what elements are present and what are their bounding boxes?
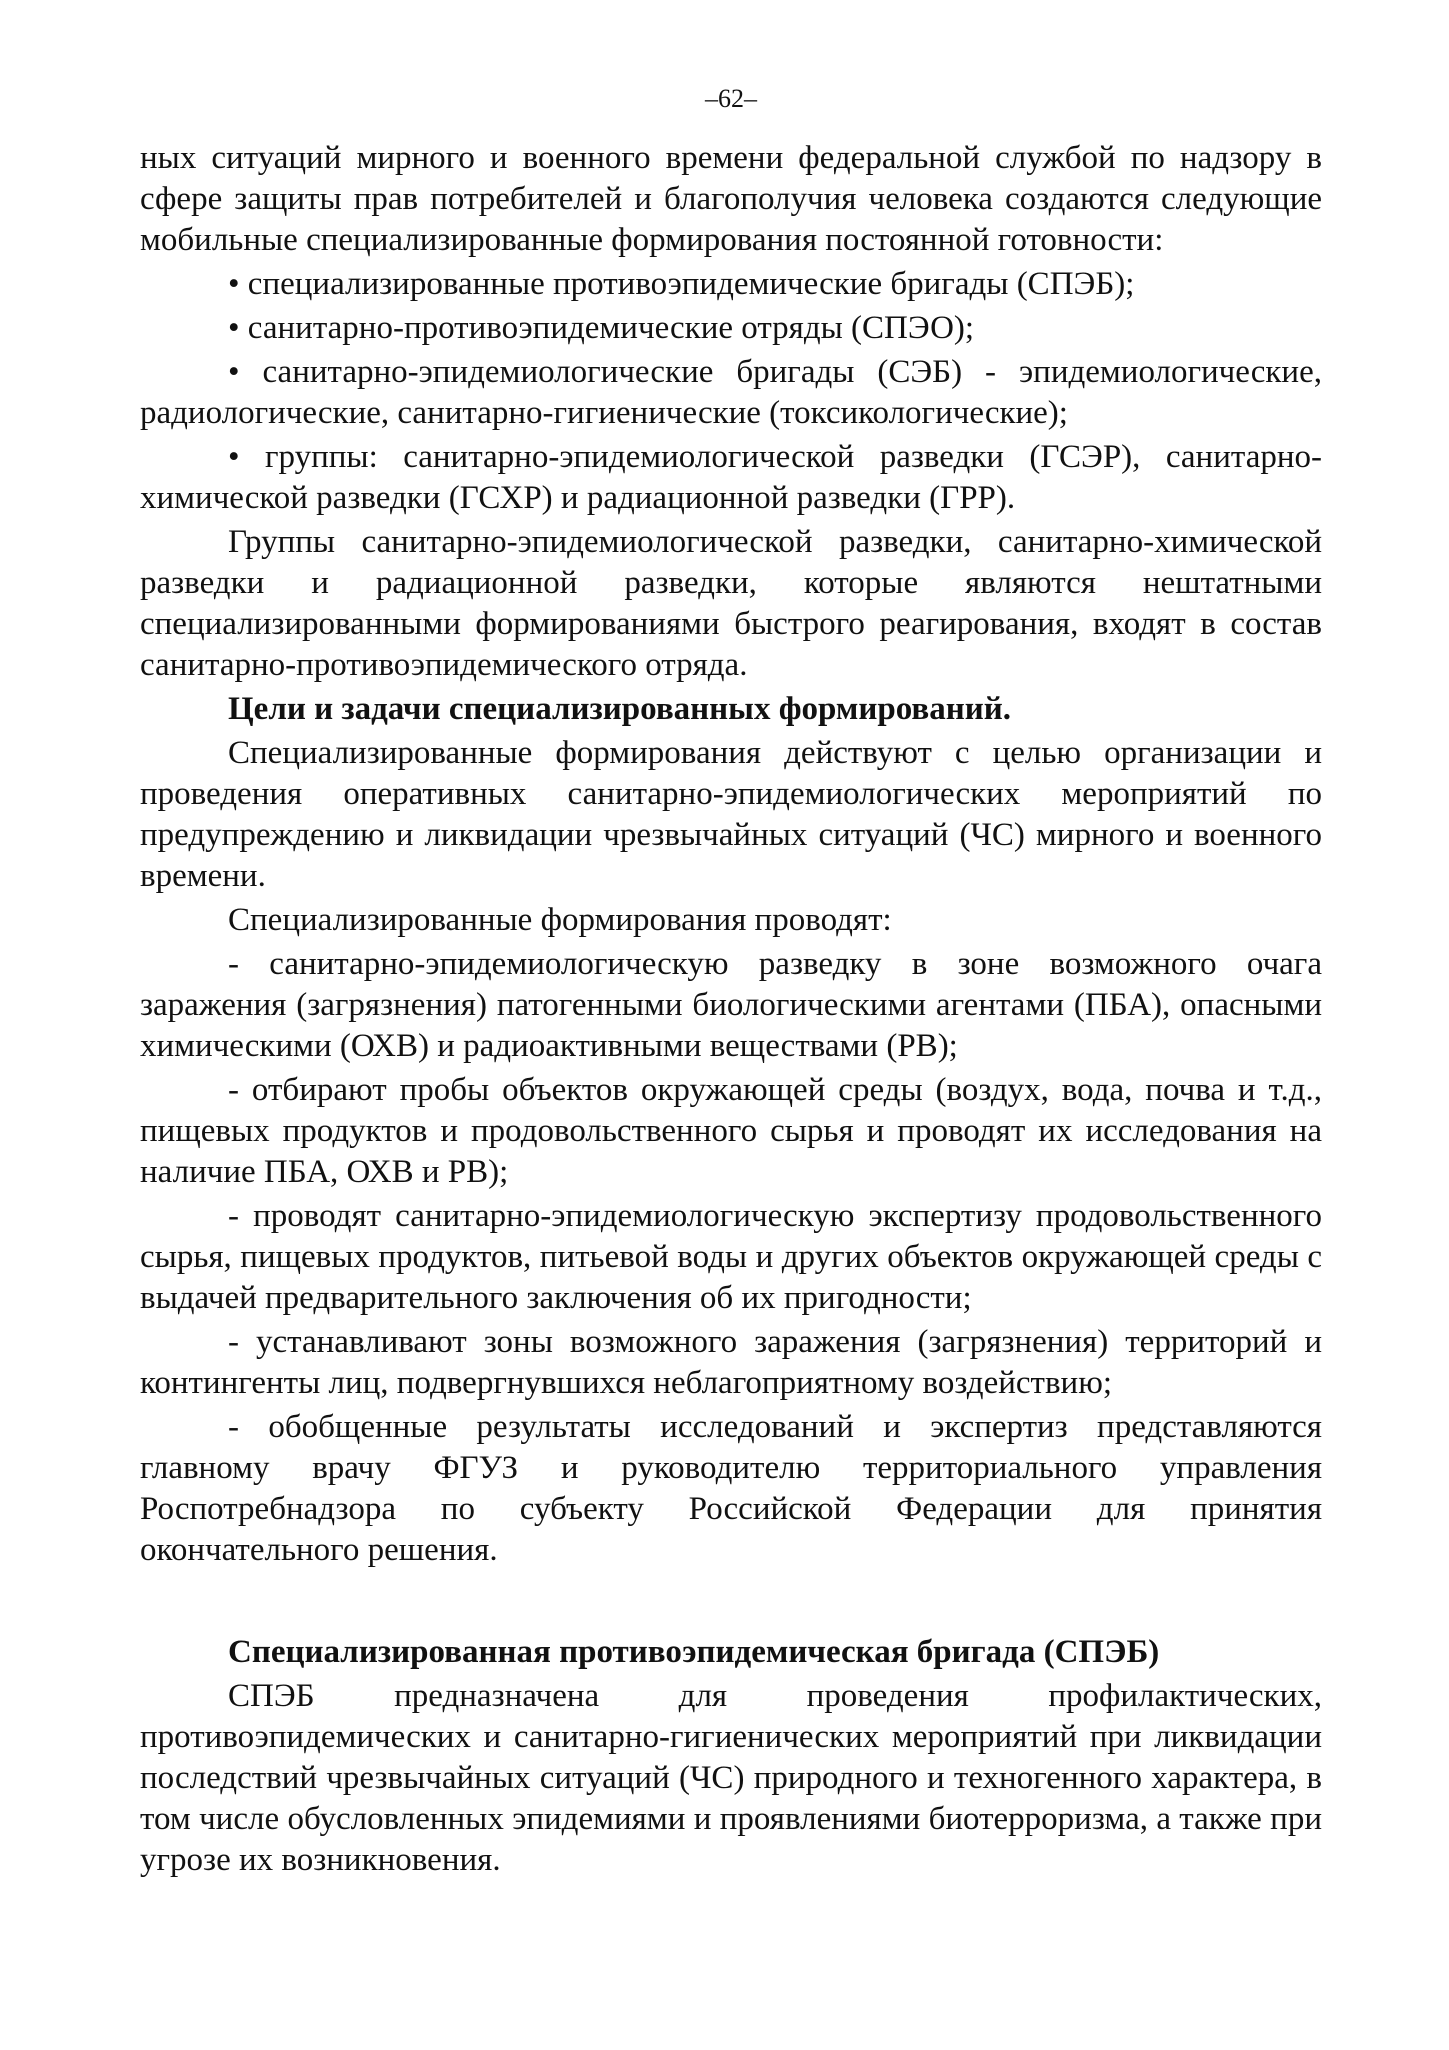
paragraph-speb-purpose: СПЭБ предназначена для проведения профилактических, противоэпидемических и санитарно-гигиенических мероприятий при ликвидации последствий чрезвычайных ситуаций (ЧС) природного и техногенного характера, в том числе обусловленных эпидемиями и проявлениями биотерроризма, а также при угрозе их возникновения. — [140, 1678, 1322, 1878]
list-item-speb: • специализированные противоэпидемические бригады (СПЭБ); — [228, 266, 1135, 302]
list-item-task-sampling: - отбирают пробы объектов окружающей среды (воздух, вода, почва и т.д., пищевых продуктов и продовольственного сырья и проводят их исследования на наличие ПБА, ОХВ и РВ); — [140, 1072, 1322, 1190]
list-item-task-reconnaissance: - санитарно-эпидемиологическую разведку в зоне возможного очага заражения (загрязнения) патогенными биологическими агентами (ПБА), опасными химическими (ОХВ) и радиоактивными веществами (РВ); — [140, 946, 1322, 1064]
list-item-task-expertise: - проводят санитарно-эпидемиологическую экспертизу продовольственного сырья, пищевых продуктов, питьевой воды и других объектов окружающей среды с выдачей предварительного заключения об их пригодности; — [140, 1198, 1322, 1316]
section-heading-speb: Специализированная противоэпидемическая бригада (СПЭБ) — [228, 1634, 1160, 1670]
list-item-seb: • санитарно-эпидемиологические бригады (СЭБ) - эпидемиологические, радиологические, санитарно-гигиенические (токсикологические); — [140, 354, 1322, 431]
document-body — [140, 138, 1322, 1884]
list-item-task-zones: - устанавливают зоны возможного заражения (загрязнения) территорий и контингенты лиц, подвергнувшихся неблагоприятному воздействию; — [140, 1324, 1322, 1401]
section-heading-goals: Цели и задачи специализированных формирований. — [228, 691, 1012, 727]
paragraph-groups-description: Группы санитарно-эпидемиологической разведки, санитарно-химической разведки и радиационной разведки, которые являются нештатными специализированными формированиями быстрого реагирования, входят в состав санитарно-противоэпидемического отряда. — [140, 524, 1322, 683]
list-item-task-results: - обобщенные результаты исследований и экспертиз представляются главному врачу ФГУЗ и руководителю территориального управления Роспотребнадзора по субъекту Российской Федерации для принятия окончательного решения. — [140, 1409, 1322, 1568]
list-item-groups: • группы: санитарно-эпидемиологической разведки (ГСЭР), санитарно-химической разведки (ГСХР) и радиационной разведки (ГРР). — [140, 439, 1322, 516]
paragraph-intro-continuation: ных ситуаций мирного и военного времени федеральной службой по надзору в сфере защиты прав потребителей и благополучия человека создаются следующие мобильные специализированные формирования постоянной готовности: — [140, 140, 1322, 258]
page-number: –62– — [705, 84, 757, 113]
list-item-speo: • санитарно-противоэпидемические отряды (СПЭО); — [228, 310, 975, 346]
paragraph-goals: Специализированные формирования действуют с целью организации и проведения оперативных санитарно-эпидемиологических мероприятий по предупреждению и ликвидации чрезвычайных ситуаций (ЧС) мирного и военного времени. — [140, 735, 1322, 894]
document-page — [140, 0, 1322, 2050]
paragraph-tasks-intro: Специализированные формирования проводят: — [228, 902, 892, 938]
section-spacer — [140, 1574, 1322, 1632]
